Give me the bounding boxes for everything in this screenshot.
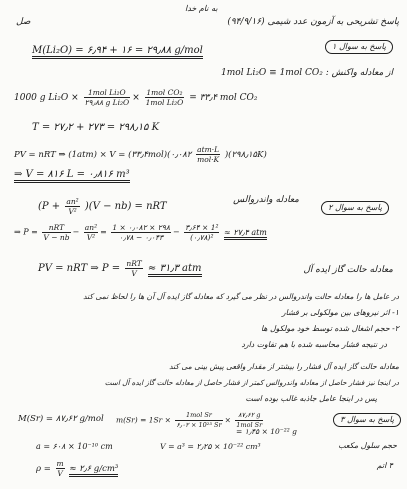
conversion-fraction-2 (145, 88, 185, 107)
atom-num2: ۸۷٫۶۲ g (235, 411, 263, 421)
frac2-den: 1mol Li₂O (145, 98, 184, 107)
nrt-num: nRT (42, 223, 70, 233)
density-result: ≈ ۲٫۶ g/cm³ (69, 464, 118, 477)
vdw-a-den: V² (68, 207, 77, 216)
an2-den: V² (86, 233, 96, 242)
vdw-pressure-result: ≈ ۲۷٫۴ atm (224, 228, 267, 240)
ideal-pre: PV = nRT ⇒ P = (38, 263, 121, 274)
reaction-equation: 1mol Li₂O ≡ 1mol CO₂ (221, 68, 323, 78)
answer1-temperature: T = ۲۷٫۲ + ۲۷۳ = ۲۹۸٫۱۵ K (32, 122, 160, 133)
ideal-frac (125, 259, 142, 278)
answer1-reaction-line: از معادله واکنش : 1mol Li₂O ≡ 1mol CO₂ (221, 68, 393, 78)
vdw-label: معادله واندروالس (233, 195, 299, 205)
vdw-rest: )(V − nb) = nRT (84, 201, 167, 212)
an2-frac (84, 223, 98, 242)
atoms-per-cell: ۴ اتم (376, 461, 393, 470)
atom-frac-1 (175, 411, 222, 430)
vdw-a-term (65, 197, 79, 216)
answer3-molar-mass: M(Sr) = ۸۷٫۶۲ g/mol (18, 414, 104, 424)
tail-frac (184, 223, 219, 242)
atom-mass-pre: m(Sr) = 1Sr × (116, 415, 171, 425)
answer3-atom-mass: m(Sr) = 1Sr × $\frac{\text{1mol Sr}}{\text{۶٫۰۲ × 10²³ Sr}}$ × $\frac{۸۷٫۶۲ g}{\text{1mol Sr}}$ (116, 411, 263, 429)
cell-volume: V = a³ = ۲٫۲۵ × 10⁻²² cm³ (160, 442, 261, 451)
answer1-volume-result: ⇒ V = ۸۱۶ L = ۰٫۸۱۶ m³ (14, 169, 130, 183)
r-unit-num: atm·L (197, 145, 220, 154)
substitution-frac (111, 223, 171, 242)
r-unit-den: mol·K (197, 155, 220, 164)
tail-num: ۳٫۶۴ × 1² (185, 223, 219, 232)
density-formula (36, 459, 118, 478)
cell-edge: a = ۶۰۸ × 10⁻¹⁰ cm (36, 442, 113, 451)
density-pre: ρ = (36, 464, 51, 474)
p-start: ⇒ P = (14, 227, 38, 237)
explanation-line-4: در نتیجه فشار محاسبه شده با هم تفاوت دارد (241, 340, 387, 349)
nrt-frac (42, 223, 70, 242)
answer2-label: پاسخ به سوال ۲ (321, 201, 389, 215)
answer3-label: پاسخ به سوال ۳ (333, 413, 401, 427)
atom-den1: ۶٫۰۲ × 10²³ Sr (176, 421, 222, 429)
pv-left: PV = nRT ⇒ (1atm) × V = (۳۳٫۴mol)(۰٫۰۸۲ (14, 150, 192, 160)
atom-num1: 1mol Sr (175, 411, 222, 421)
nrt-den: V − nb (43, 233, 70, 242)
sub-num: 1 × ۰٫۰۸۲ × ۲۹۸ (112, 223, 170, 232)
mole-result: = ۳۳٫۴ mol CO₂ (189, 93, 258, 103)
vdw-equation: (P + $\frac{\text{an²}}{\text{V²}}$ )(V − nb) = nRT (38, 197, 167, 216)
density-den: V (57, 469, 63, 478)
answer1-ideal-gas (14, 145, 267, 164)
subtitle-text: پاسخ تشریحی به آزمون عدد شیمی (267, 17, 399, 27)
frac2-num: 1mol CO₂ (146, 88, 183, 97)
page-subtitle: پاسخ تشریحی به آزمون عدد شیمی (۹۴/۹/۱۶) (227, 17, 399, 27)
ideal-gas-label: معادله حالت گاز ایده آل (303, 265, 393, 275)
left-mark: صل (16, 17, 31, 27)
ideal-pressure-result: ≈ ۳۱٫۳ atm (148, 263, 202, 277)
answer1-mole-calc: 1000 g Li₂O × $\frac{\text{1mol Li₂O}}{\text{۲۹٫۸۸ g Li₂O}}$ × $\frac{\text{1mol CO₂}}{\text{1mol Li₂O}}$ = ۳۳٫۴ mol CO₂ (14, 88, 258, 107)
answer1-molar-mass: M(Li₂O) = ۶٫۹۴ + ۱۶ = ۲۹٫۸۸ g/mol (32, 45, 203, 59)
conversion-fraction-1 (84, 88, 131, 107)
reaction-note: از معادله واکنش (331, 68, 393, 78)
ideal-num: nRT (126, 259, 142, 268)
pv-right: )(۲۹۸٫۱۵K) (224, 150, 267, 160)
density-frac (56, 459, 65, 478)
sub-den: ۰٫۷۸ − ۰٫۰۴۳ (119, 233, 164, 242)
explanation-line-2: ۱- اثر نیروهای بین مولکولی بر فشار (281, 308, 399, 317)
explanation-line-1: در عامل ها را معادله حالت واندروالس در نظر می گیرد که معادله گاز ایده آل آن ها را لحاظ نمی کند (83, 292, 399, 301)
frac1-den: ۲۹٫۸۸ g Li₂O (84, 98, 130, 107)
ideal-den: V (131, 269, 137, 278)
explanation-line-7: پس در اینجا عامل جاذبه غالب بوده است (245, 394, 377, 403)
explanation-line-5: معادله حالت گاز ایده آل فشار را بیشتر از مقدار واقعی پیش بینی می کند (169, 362, 399, 371)
ideal-gas-pressure (38, 259, 202, 278)
r-unit-fraction (196, 145, 220, 164)
exam-date: ۹۴/۹/۱۶ (230, 17, 262, 27)
tail-den: (۰٫۷۸)² (190, 233, 214, 242)
pressure-vdw-calc: ⇒ P = $\frac{\text{nRT}}{V - nb}$ − $\frac{\text{an²}}{\text{V²}}$ = $\frac{1 \times ۰٫۰۸۲ \times ۲۹۸}{۰٫۷۸ - ۰٫۰۴۳}$ − $\frac{\text{۳٫۶۴ × 1²}}{\text{(۰٫۷۸)²}}$ ≈ ۲۷٫۴ atm (14, 223, 267, 242)
density-num: m (56, 459, 64, 468)
explanation-line-6: در اینجا نیز فشار حاصل از معادله واندروالس کمتر از فشار حاصل از معادله حالت گاز ایده آل است (104, 378, 399, 387)
frac1-num: 1mol Li₂O (84, 88, 131, 98)
an2-num: an² (84, 223, 98, 232)
atom-den2: 1mol Sr (236, 421, 263, 429)
answer3-atom-mass-result: = ۱٫۴۵ × 10⁻²² g (236, 427, 297, 436)
vdw-a-num: an² (66, 197, 79, 206)
cell-volume-label: حجم سلول مکعب (338, 441, 397, 450)
page-header-basmala: به نام خدا (185, 4, 218, 13)
mole-calc-start: 1000 g Li₂O × (14, 93, 79, 103)
answer1-label: پاسخ به سوال ۱ (325, 40, 393, 54)
explanation-line-3: ۲- حجم اشغال شده توسط خود مولکول ها (261, 324, 399, 333)
